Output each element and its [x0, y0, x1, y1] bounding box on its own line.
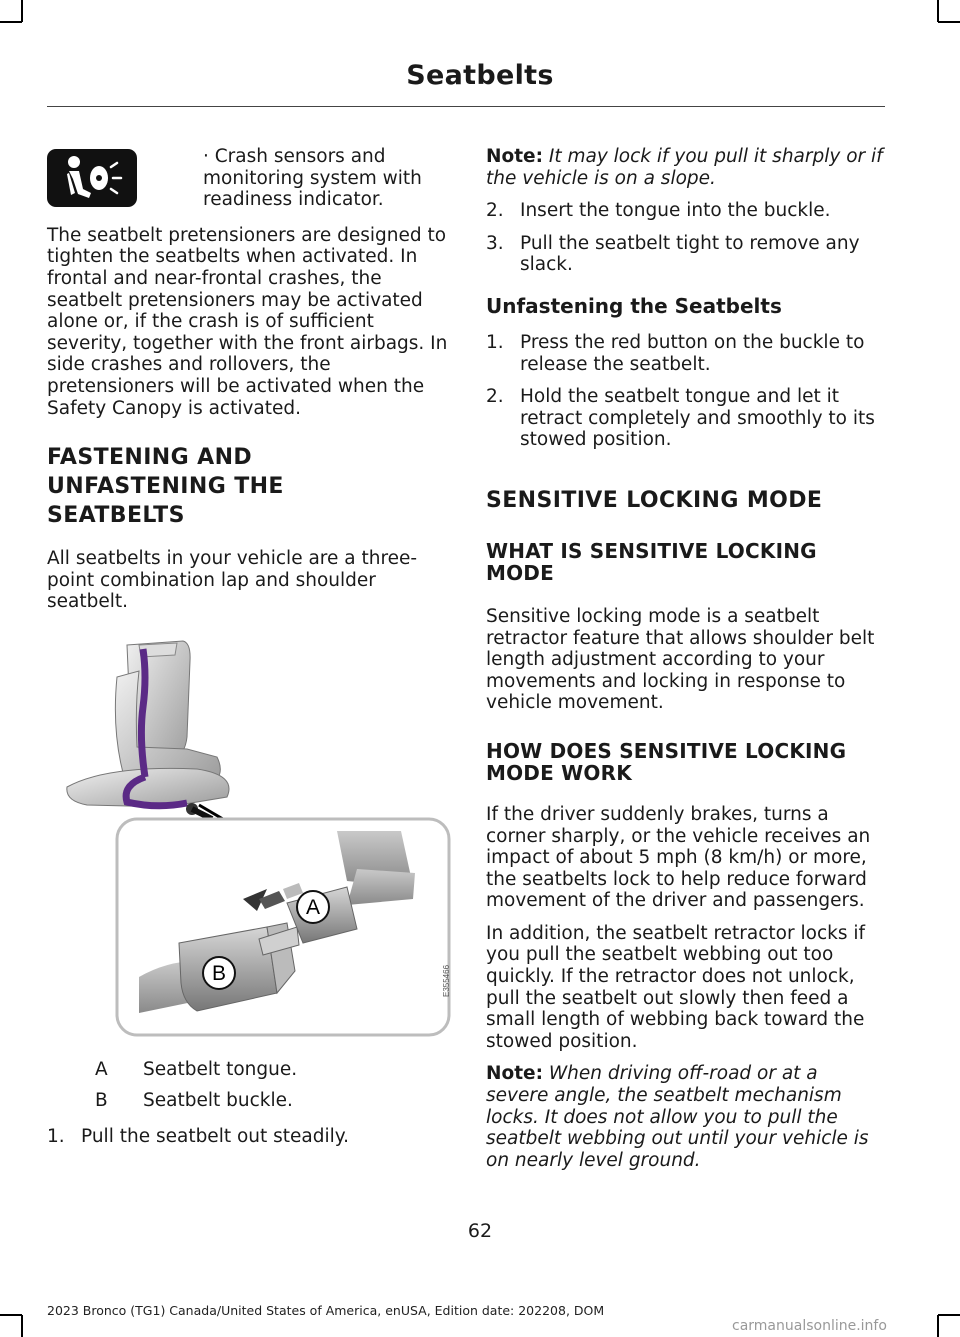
step-number: 1.: [486, 331, 504, 353]
step-text: Insert the tongue into the buckle.: [520, 200, 831, 222]
step-text: Press the red button on the buckle to release the seatbelt.: [520, 331, 865, 375]
heading-line: UNFASTENING THE: [47, 474, 284, 500]
step-text: Pull the seatbelt out steadily.: [81, 1126, 349, 1148]
page-number: 62: [467, 1220, 493, 1242]
caption-row: [95, 1059, 452, 1081]
page-title: Seatbelts: [406, 60, 554, 91]
right-column: [486, 146, 884, 1171]
step-number: 2.: [486, 386, 504, 408]
subheading-how-does: HOW DOES SENSITIVE LOCKING MODE WORK: [486, 738, 847, 785]
how-paragraph-1: If the driver suddenly brakes, turns a corner sharply, or the vehicle receives an impact of about 5 mph (8 km/h) or more, the seatbelts lock to help reduce forward movement of the driver and passengers.: [486, 803, 871, 912]
footer-edition: 2023 Bronco (TG1) Canada/United States of America, enUSA, Edition date: 202208, DOM: [47, 1303, 605, 1318]
note-text: When driving off-road or at a severe angle, the seatbelt mechanism locks. It does not allow you to pull the seatbelt webbing out until your vehicle is on nearly level ground.: [486, 1063, 869, 1171]
note-lock: [486, 146, 884, 189]
note-text: It may lock if you pull it sharply or if the vehicle is on a slope.: [486, 146, 883, 189]
crop-mark: [938, 1314, 960, 1316]
what-is-paragraph: Sensitive locking mode is a seatbelt retractor feature that allows shoulder belt length adjustment according to your movements and locking in response to vehicle movement.: [486, 605, 875, 714]
pretensioner-paragraph: The seatbelt pretensioners are designed to tighten the seatbelts when activated. In frontal and near-frontal crashes, the seatbelt pretensioners may be activated alone or, if the crash is of sufficient severity, together with the front airbags. In side crashes and rollovers, the pretensioners will be activated when the Safety Canopy is activated.: [47, 224, 448, 419]
fastening-steps-continued: [486, 200, 884, 276]
fastening-paragraph: All seatbelts in your vehicle are a three-point combination lap and shoulder seatbelt.: [47, 548, 418, 613]
note-label: Note:: [486, 1063, 543, 1085]
watermark: carmanualsonline.info: [732, 1318, 887, 1334]
seatbelt-figure: [47, 637, 452, 1037]
heading-line: FASTENING AND: [47, 445, 253, 471]
step-number: 1.: [47, 1126, 65, 1148]
caption-key: A: [95, 1058, 108, 1080]
caption-text: Seatbelt buckle.: [143, 1089, 293, 1111]
note-offroad: [486, 1063, 884, 1171]
crop-mark: [0, 1314, 22, 1316]
caption-key: B: [95, 1089, 108, 1111]
crop-mark: [938, 21, 960, 23]
list-item: [486, 233, 884, 276]
label-b: B: [211, 961, 227, 985]
airbag-item: [47, 146, 452, 211]
figure-code: E355466: [442, 964, 451, 997]
crop-mark: [0, 21, 22, 23]
fastening-steps: [47, 1126, 452, 1148]
header-divider: [47, 106, 885, 107]
subheading-unfastening: Unfastening the Seatbelts: [486, 293, 782, 318]
step-number: 3.: [486, 232, 504, 254]
section-heading-fastening: [47, 443, 452, 530]
list-item: [486, 386, 884, 451]
figure-captions: [95, 1059, 452, 1111]
subheading-what-is: WHAT IS SENSITIVE LOCKING MODE: [486, 538, 817, 585]
caption-row: [95, 1090, 452, 1112]
airbag-warning-icon: [47, 149, 137, 207]
left-column: [47, 146, 452, 1159]
airbag-description: · Crash sensors and monitoring system with readiness indicator.: [203, 146, 422, 211]
how-paragraph-2: In addition, the seatbelt retractor locks if you pull the seatbelt webbing out too quickly. If the retractor does not unlock, pull the seatbelt out slowly then feed a small length of webbing back toward the stowed position.: [486, 922, 865, 1052]
note-label: Note:: [486, 146, 543, 167]
crop-mark: [937, 0, 939, 22]
list-item: [486, 200, 884, 222]
crop-mark: [21, 0, 23, 22]
list-item: [47, 1126, 452, 1148]
crop-mark: [937, 1315, 939, 1337]
seat-illustration: [67, 641, 257, 839]
section-heading-slm: SENSITIVE LOCKING MODE: [486, 487, 823, 513]
crop-mark: [21, 1315, 23, 1337]
label-a: A: [305, 895, 321, 919]
step-number: 2.: [486, 200, 504, 222]
caption-text: Seatbelt tongue.: [143, 1058, 298, 1080]
step-text: Pull the seatbelt tight to remove any slack.: [520, 232, 860, 276]
step-text: Hold the seatbelt tongue and let it retract completely and smoothly to its stowed position.: [520, 386, 875, 451]
list-item: [486, 332, 884, 375]
unfastening-steps: [486, 332, 884, 451]
heading-line: SEATBELTS: [47, 503, 185, 529]
